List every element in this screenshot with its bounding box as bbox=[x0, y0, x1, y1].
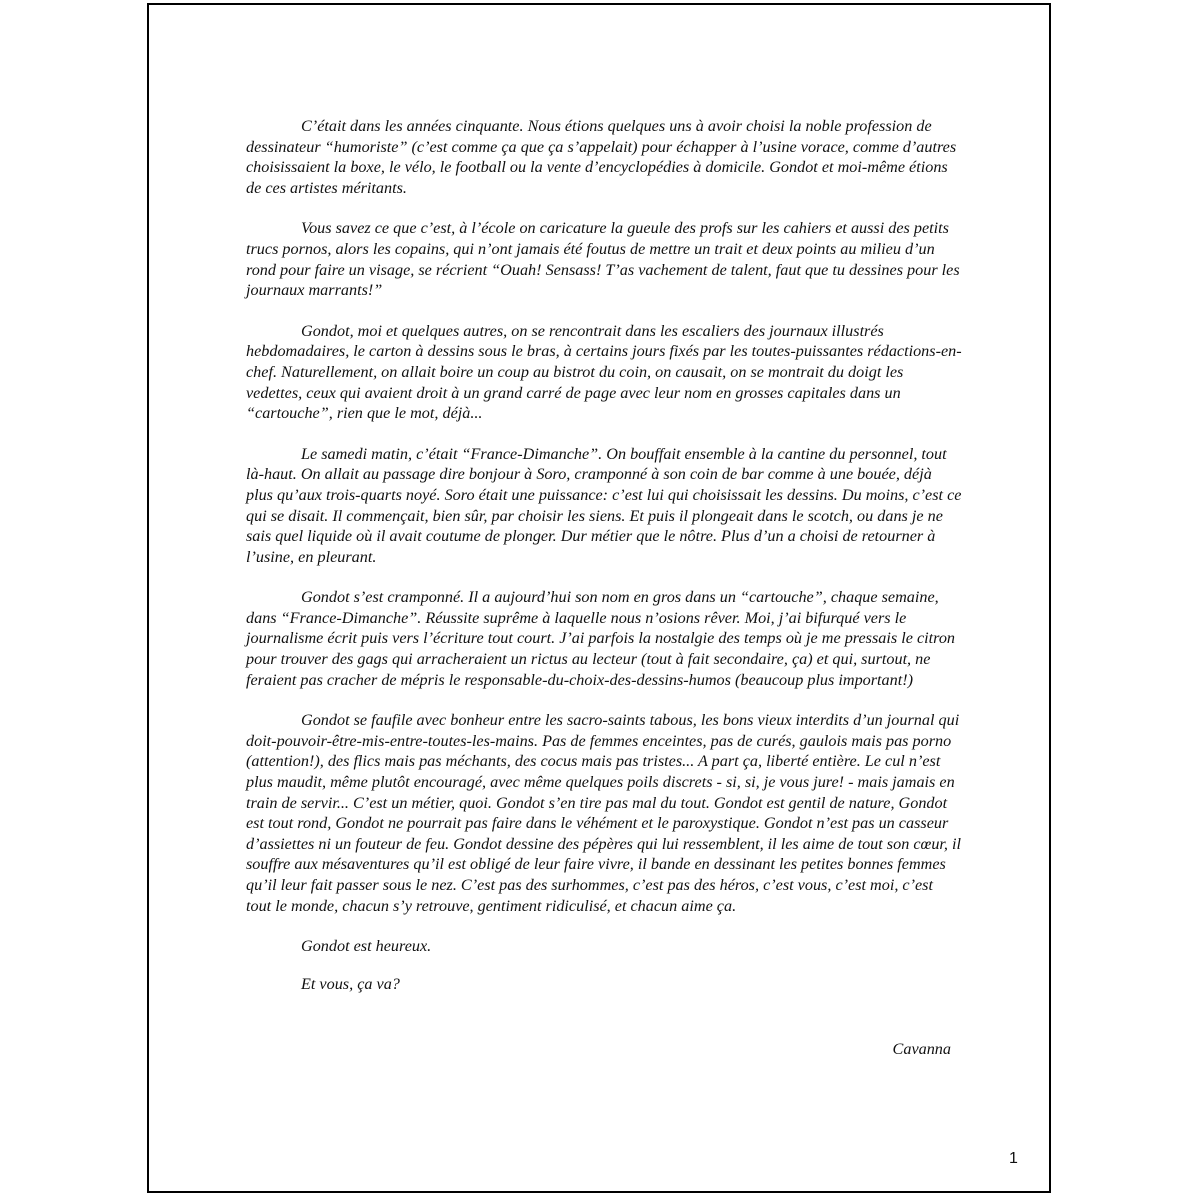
author-signature: Cavanna bbox=[892, 1040, 951, 1058]
paragraph-7: Gondot est heureux. bbox=[301, 937, 432, 956]
paragraph-3: Gondot, moi et quelques autres, on se rencontrait dans les escaliers des journaux illustrés hebdomadaires, le carton à dessins sous le bras, à certains jours fixés par les toutes-puissantes rédactions-en-chef. Naturellement, on allait boire un coup au bistrot du coin, on causait, on se montrait du doigt les vedettes, ceux qui avaient droit à un grand carré de page avec leur nom en grosses capitales dans un “cartouche”, rien que le mot, déjà... bbox=[246, 321, 962, 423]
page-number: 1 bbox=[1009, 1150, 1018, 1167]
paragraph-4: Le samedi matin, c’était “France-Dimanche”. On bouffait ensemble à la cantine du personnel, tout là-haut. On allait au passage dire bonjour à Soro, cramponné à son coin de bar comme à une bouée, déjà plus qu’aux trois-quarts noyé. Soro était une puissance: c’est lui qui choisissait les dessins. Du moins, c’est ce qui se disait. Il commençait, bien sûr, par choisir les siens. Et puis il plongeait dans le scotch, ou dans je ne sais quel liquide où il avait coutume de plonger. Dur métier que le nôtre. Plus d’un a choisi de retourner à l’usine, en pleurant. bbox=[246, 444, 962, 566]
paragraph-2: Vous savez ce que c’est, à l’école on caricature la gueule des profs sur les cahiers et aussi des petits trucs pornos, alors les copains, qui n’ont jamais été foutus de mettre un trait et deux points au milieu d’un rond pour faire un visage, se récrient “Ouah! Sensass! T’as vachement de talent, faut que tu dessines pour les journaux marrants!” bbox=[246, 219, 960, 300]
paragraph-8: Et vous, ça va? bbox=[301, 974, 400, 993]
text-body bbox=[246, 116, 962, 1011]
paragraph-6: Gondot se faufile avec bonheur entre les sacro-saints tabous, les bons vieux interdits d’un journal qui doit-pouvoir-être-mis-entre-toutes-les-mains. Pas de femmes enceintes, pas de curés, gaulois mais pas porno (attention!), des flics mais pas méchants, des cocus mais pas tristes... A part ça, liberté entière. Le cul n’est plus maudit, même plutôt encouragé, avec même quelques poils discrets - si, si, je vous jure! - mais jamais en train de servir... C’est un métier, quoi. Gondot s’en tire pas mal du tout. Gondot est gentil de nature, Gondot est tout rond, Gondot ne pourrait pas faire dans le véhément et le paroxystique. Gondot n’est pas un casseur d’assiettes ni un fouteur de feu. Gondot dessine des pépères qui lui ressemblent, il les aime de tout son cœur, il souffre aux mésaventures qu’il est obligé de leur faire vivre, il bande en dessinant les petites bonnes femmes qu’il leur fait passer sous le nez. C’est pas des surhommes, c’est pas des héros, c’est vous, c’est moi, c’est tout le monde, chacun s’y retrouve, gentiment ridiculisé, et chacun aime ça. bbox=[246, 711, 962, 915]
paragraph-1: C’était dans les années cinquante. Nous étions quelques uns à avoir choisi la noble profession de dessinateur “humoriste” (c’est comme ça que ça s’appelait) pour échapper à l’usine vorace, comme d’autres choisissaient la boxe, le vélo, le football ou la vente d’encyclopédies à domicile. Gondot et moi-même étions de ces artistes méritants. bbox=[246, 117, 957, 197]
paragraph-5: Gondot s’est cramponné. Il a aujourd’hui son nom en gros dans un “cartouche”, chaque semaine, dans “France-Dimanche”. Réussite suprême à laquelle nous n’osions rêver. Moi, j’ai bifurqué vers le journalisme écrit puis vers l’écriture tout court. J’ai parfois la nostalgie des temps où je me pressais le citron pour trouver des gags qui arracheraient un rictus au lecteur (tout à fait secondaire, ça) et qui, surtout, ne feraient pas cracher de mépris le responsable-du-choix-des-dessins-humos (beaucoup plus important!) bbox=[246, 588, 956, 689]
